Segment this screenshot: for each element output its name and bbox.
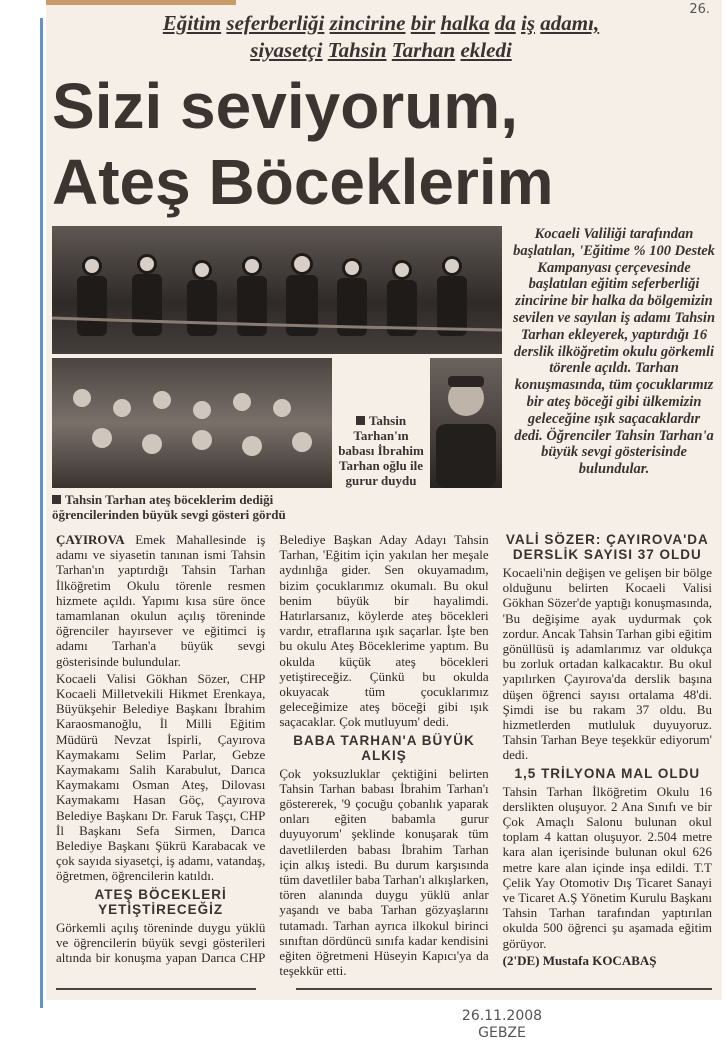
ceremony-figures-icon (52, 226, 502, 354)
main-photo-caption: Tahsin Tarhan ateş böceklerim dediği öğrencilerinden büyük sevgi gösteri gördü (52, 492, 286, 522)
dateline: ÇAYIROVA (56, 532, 125, 547)
subheadline-word: Tarhan (391, 38, 456, 62)
ceremony-photo (52, 226, 502, 354)
headline-line-1: Sizi seviyorum, (52, 70, 518, 142)
article-body (56, 532, 712, 978)
subheadline-word: siyasetçi (250, 38, 323, 62)
students-photo (52, 358, 332, 488)
paragraph: Tahsin Tarhan İlköğretim Okulu 16 derslikten oluşuyor. 2 Ana Sınıfı ve bir Çok Amaçlı Salonu bulunan okul toplam 4 kattan oluşuyor. 2.504 metre kara alan içerisinde bulunan okul 626 metre kare alan içinde inşa edildi. T.T Çelik Yay Otomotiv Dış Ticaret Sanayi ve Ticaret A.Ş Yönetim Kurulu Başkanı Tahsin Tarhan tarafından yaptırılan okulda 500 öğrenci şu aşamada eğitim görüyor. (502, 783, 712, 951)
newspaper-clipping (46, 0, 722, 1000)
bottom-rules (56, 988, 712, 990)
margin-line (40, 18, 43, 1008)
subheadline-word: iş (521, 11, 536, 35)
subheadline-word: bir (410, 11, 436, 35)
subheadline-word: da (494, 11, 516, 35)
subheadline-word: Eğitim (162, 11, 222, 35)
handwritten-date: 26.11.2008 (461, 1008, 543, 1025)
bottom-rule (296, 988, 712, 990)
section-heading: 1,5 TRİLYONA MAL OLDU (514, 765, 701, 781)
subheadline-word: adamı, (540, 11, 600, 35)
students-figures-icon (52, 358, 332, 488)
tape-strip (46, 0, 236, 5)
bottom-rule (56, 988, 256, 990)
headline-line-2: Ateş Böceklerim (52, 146, 554, 218)
father-photo-caption: Tahsin Tarhan'ın babası İbrahim Tarhan oğlu ile gurur duydu (338, 413, 424, 488)
portrait-figure-icon (430, 358, 502, 488)
photo-block (52, 226, 504, 522)
photo-and-lead-row (46, 220, 722, 522)
subheadline-word: halka (440, 11, 490, 35)
paragraph (56, 532, 265, 669)
paragraph: Görkemli açılış töreninde duygu yüklü ve öğrencilerin büyük sevgi gösterileri altında bir konuşma yapan Darıca CHP Belediye Başkan Aday Adayı Tahsin Tarhan, 'Eğitim için yakılan her meşale aydınlığa gider. Sen okuyamadım, bizim çocuklarımız okumalı. Bu okul benim büyük bir hayalimdi. Hatırlarsanız, köylerde ateş böcekleri vardır, etraflarına ışık saçarlar. İşte ben bu okulu Ateş Böceklerime yaptım. Bu okulda küçük ateş böcekleri yetiştireceğiz. Çünkü bu okulda okuyacak tüm çocuklarımız geleceğimize ateş böceği gibi ışık saçacaklar. Çok mutluyum' dedi. (56, 532, 489, 966)
father-portrait-photo (430, 358, 502, 488)
section-heading: BABA TARHAN'A BÜYÜK ALKIŞ (293, 732, 475, 763)
subheadline-word: seferberliği (226, 11, 325, 35)
section-heading: VALİ SÖZER: ÇAYIROVA'DA DERSLİK SAYISI 37 OLDU (505, 532, 709, 562)
caption-square-icon (356, 416, 365, 425)
section-heading: ATEŞ BÖCEKLERİ YETİŞTİRECEĞİZ (94, 886, 227, 917)
page-number: 26. (689, 2, 710, 17)
headline (46, 64, 722, 220)
paragraph-text: Emek Mahallesinde iş adamı ve siyasetin tanınan ismi Tahsin Tarhan'ın yaptırdığı Tahsin Tarhan İlköğretim Okulu törenle resmen hizmete açıldı. Yapımı kısa süre önce tamamlanan okulun açılış töreninde öğrenciler hayırsever ve eğitimci iş adamı Tarhan'a büyük sevgi gösterisinde bulundular. (56, 532, 266, 669)
subheadline-word: zincirine (329, 11, 406, 35)
caption-square-icon (52, 495, 61, 504)
subheadline (46, 0, 722, 64)
subheadline-word: ekledi (460, 38, 512, 62)
subheadline-word: Tahsin (327, 38, 387, 62)
handwritten-note (442, 1008, 562, 1048)
secondary-photos-row (52, 358, 504, 488)
paragraph: Çok yoksuzluklar çektiğini belirten Tahsin Tarhan babası İbrahim Tarhan'ı göstererek, '9 çocuğu çobanlık yaparak onları eğiten babamla gurur duyuyorum' şeklinde konuşarak tüm davetlilerden babası İbrahim Tarhan için alkış istedi. Bu durum karşısında tüm davetliler baba Tarhan'ı alkışlarken, tören alanında duygu yüklü anlar yaşandı ve baba Tarhan gözyaşlarını tutamadı. Tarhan ayrıca ilkokul birinci sınıftan dördüncü sınıfa kadar kendisini eğiten öğretmeni Hüseyin Kapıcı'ya da teşekkür etti. (279, 765, 489, 979)
paragraph: Kocaeli Valisi Gökhan Sözer, CHP Kocaeli Milletvekili Hikmet Erenkaya, Büyükşehir Belediye Başkanı İbrahim Karaosmanoğlu, İl Milli Eğitim Müdürü Nevzat İspirli, Çayırova Kaymakamı Selim Parlar, Gebze Kaymakamı Salih Karabulut, Darıca Kaymakamı Osman Ateş, Dilovası Kaymakamı Hasan Göç, Çayırova Belediye Başkanı Dr. Faruk Taşçı, CHP İl Başkanı Sefa Sirmen, Darıca Belediye Başkanı Şükrü Karabacak ve çok sayıda siyasetçi, iş adamı, vatandaş, öğretmen, öğrencilerin katıldı. (56, 670, 266, 884)
handwritten-place: GEBZE (478, 1025, 526, 1042)
byline: (2'DE) Mustafa KOCABAŞ (502, 952, 657, 968)
paragraph: Kocaeli'nin değişen ve gelişen bir bölge olduğunu belirten Kocaeli Valisi Gökhan Sözer'de yaptığı konuşmasında, 'Bu değişime ayak uydurmak çok zordur. Ancak Tahsin Tarhan gibi eğitim gönüllüsü iş adamlarımız var oldukça bu zorluk ortadan kalkacaktır. Bu okul yapılırken Çayırova'da derslik başına düşen öğrenci sayısı ortalama 48'di. Şimdi ise bu rakam 37 oldu. Bu hizmetlerden mutluluk duyuyoruz. Tahsin Tarhan Beye teşekkür ediyorum' dedi. (502, 565, 712, 763)
lead-paragraph: Kocaeli Valiliği tarafından başlatılan, 'Eğitime % 100 Destek Kampanyası çerçevesinde başlatılan eğitim seferberliği zincirine bir halka da bölgemizin sevilen ve sayılan iş adamı Tahsin Tarhan ekleyerek, yaptırdığı 16 derslik ilköğretim okulu görkemli törenle açıldı. Tarhan konuşmasında, tüm çocuklarımız bir ateş böceği gibi ülkemizin geleceğine ışık saçacaklardır dedi. Öğrenciler Tahsin Tarhan'a büyük sevgi gösterisinde bulundular. (512, 226, 716, 478)
